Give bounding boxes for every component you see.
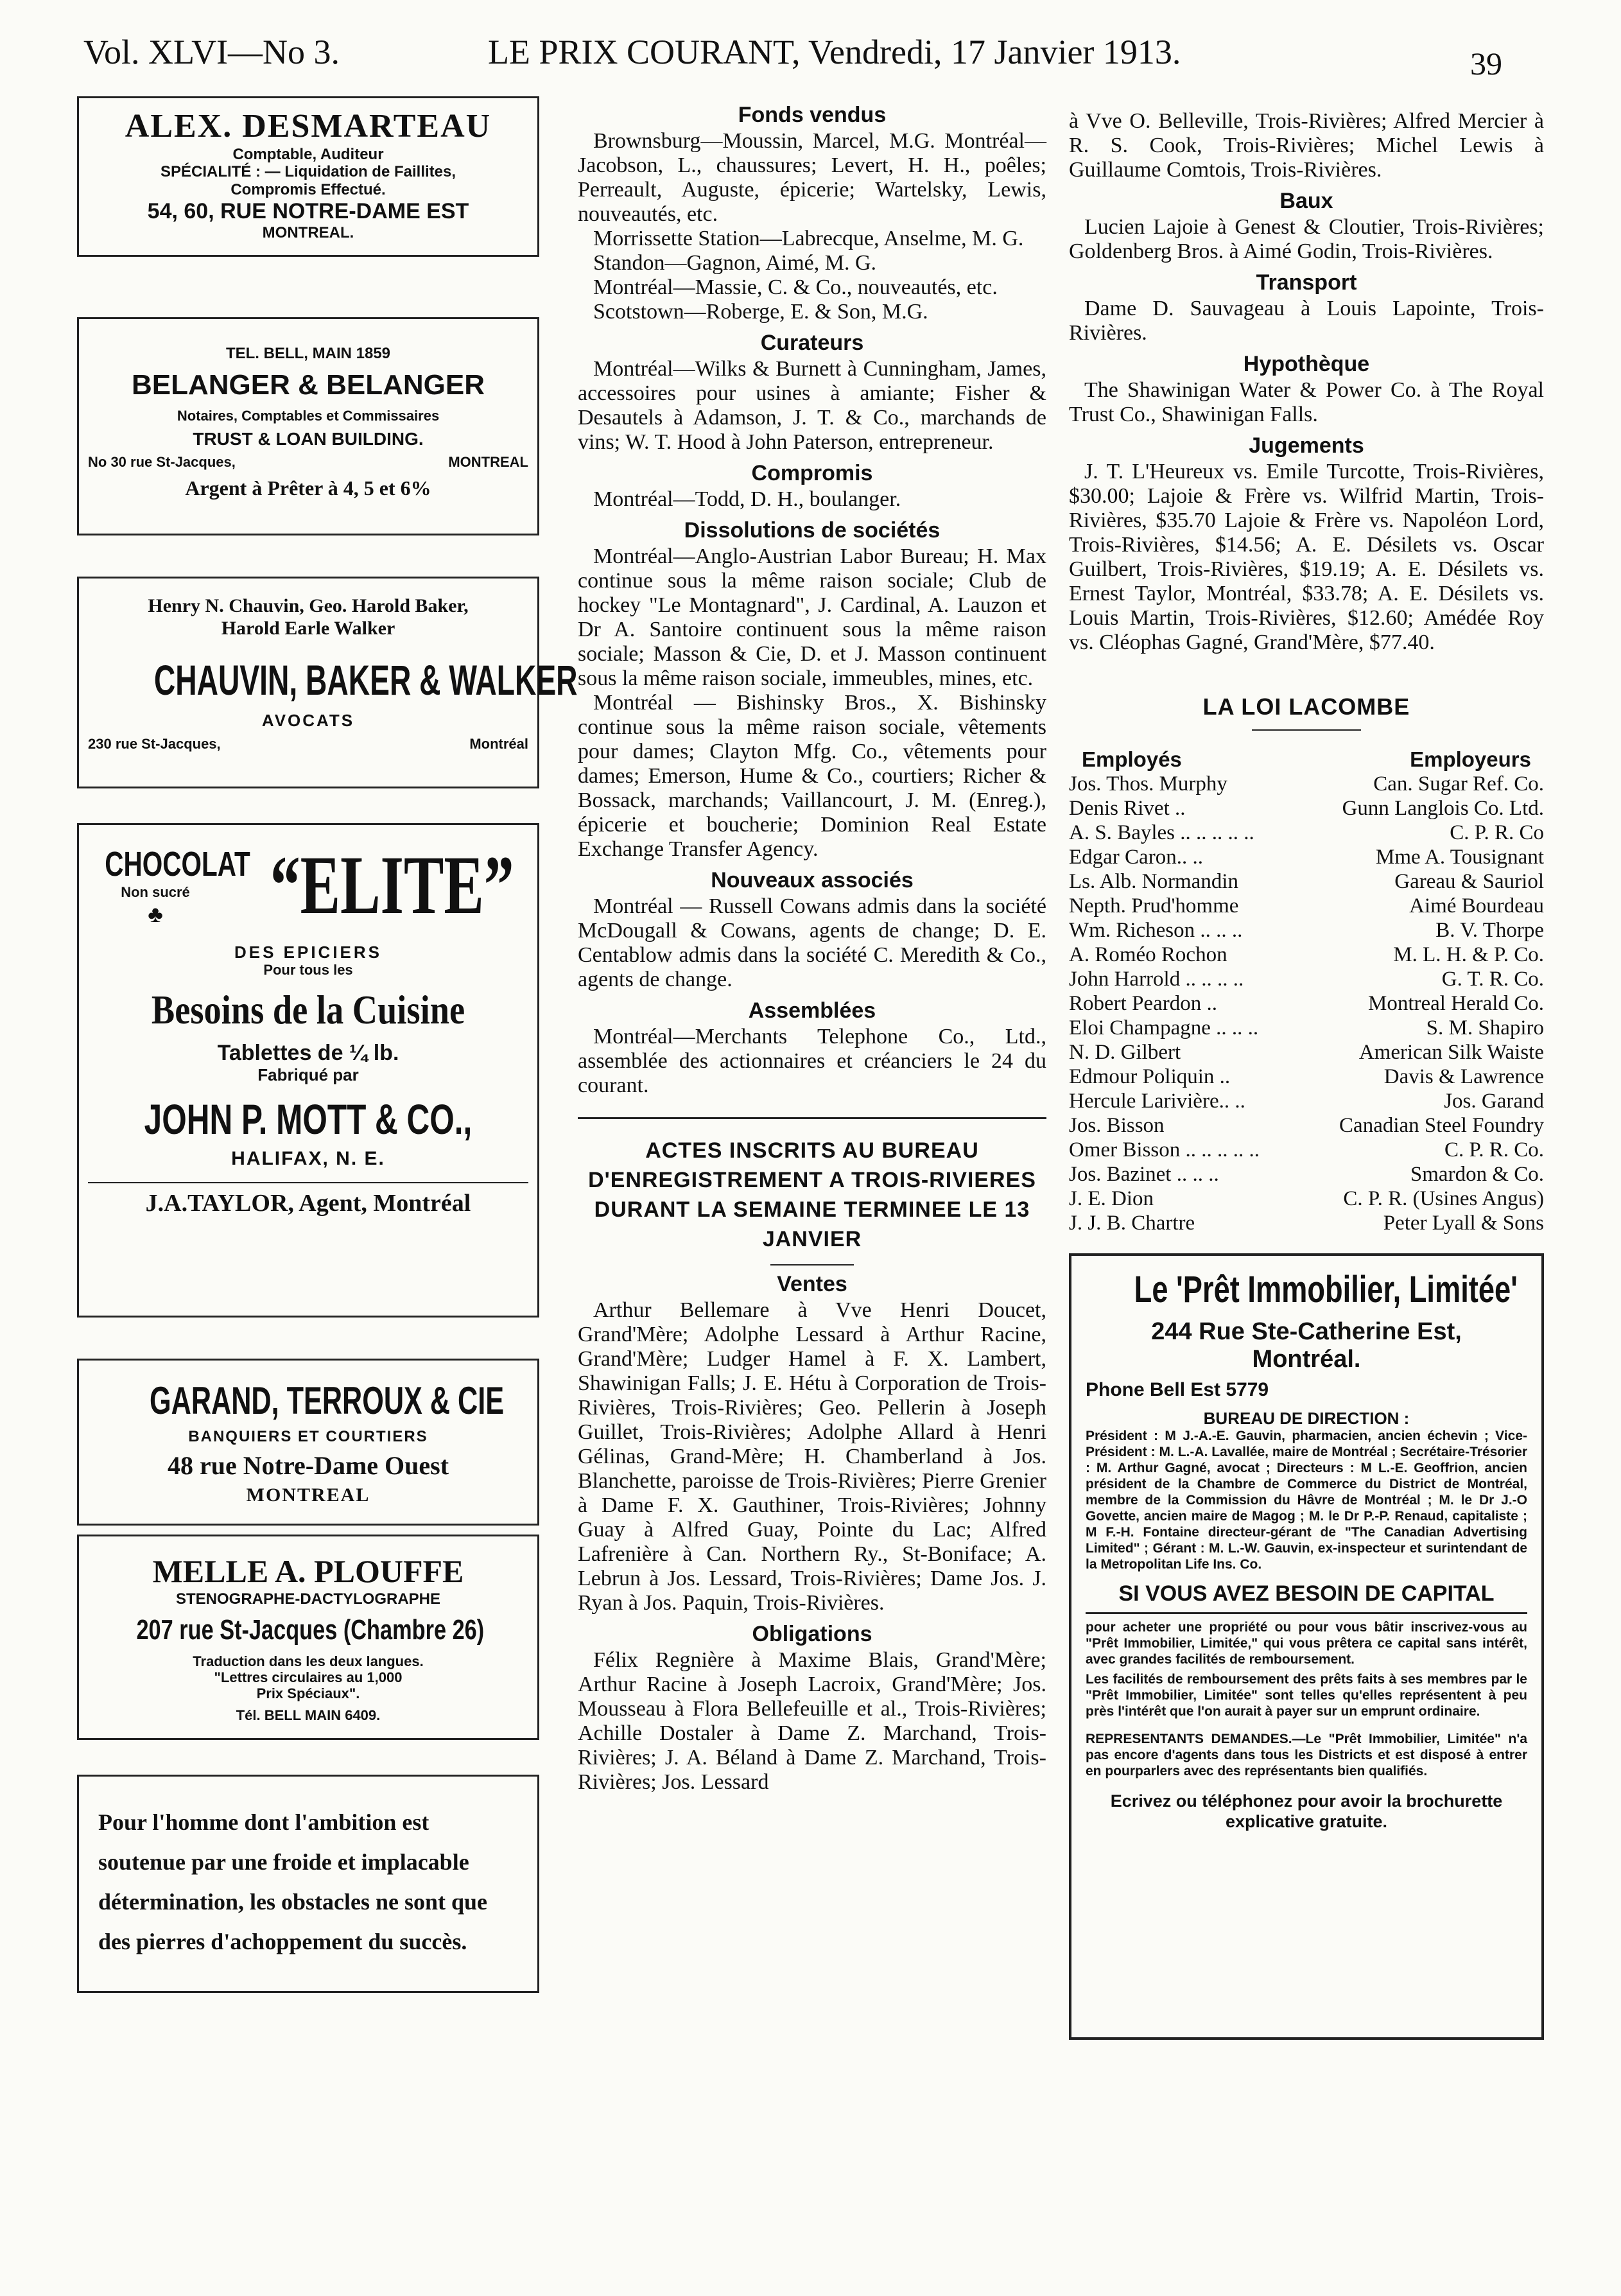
employer-name: Mme A. Tousignant: [1375, 846, 1544, 869]
ad-line: Comptable, Auditeur: [232, 145, 384, 163]
employee-name: A. S. Bayles .. .. .. .. ..: [1069, 821, 1254, 844]
paragraph: pour acheter une propriété ou pour vous bâtir inscrivez-vous au "Prêt Immobilier, Limitée," qui vous prêtera ce capital sans intérêt, avec grandes facilités de remboursement.: [1086, 1619, 1527, 1667]
ad-address: 54, 60, RUE NOTRE-DAME EST: [147, 198, 469, 223]
employee-name: Jos. Bisson: [1069, 1114, 1165, 1137]
news-column-2: [578, 96, 1046, 1795]
employer-name: Smardon & Co.: [1410, 1163, 1544, 1186]
employer-name: C. P. R. (Usines Angus): [1343, 1187, 1544, 1210]
employer-name: C. P. R. Co.: [1444, 1138, 1544, 1161]
section-heading: Dissolutions de sociétés: [684, 518, 941, 543]
employee-name: Omer Bisson .. .. .. .. ..: [1069, 1138, 1260, 1161]
leaf-icon: ♣: [148, 900, 163, 927]
paragraph: Arthur Bellemare à Vve Henri Doucet, Grand'Mère; Adolphe Lessard à Arthur Racine, Grand'Mère; Ludger Hamel à F. X. Lambert, Shawinigan Falls; J. E. Hétu à Corporation de Trois-Rivières, Trois-Rivières; Geo. Pellerin à Joseph Guillet, Trois-Rivières; Adolphe Allard à Henri Gélinas, Grand-Mère; H. Chamberland à Jos. Blanchette, paroisse de Trois-Rivières; Pierre Grenier à Dame F. X. Gauthiner, Trois-Rivières; Johnny Guay à Alfred Guay, Pointe du Lac; Alfred Lafrenière à Can. Northern Ry., St-Boniface; A. Lebrun à Jos. Lessard, Trois-Rivières; Dame Jos. J. Ryan à Jos. Paquin, Trois-Rivières.: [578, 1298, 1046, 1615]
employee-name: A. Roméo Rochon: [1069, 943, 1227, 966]
table-row: [1069, 1162, 1544, 1187]
ad-line: Traduction dans les deux langues.: [193, 1653, 424, 1669]
employee-name: Edgar Caron.. ..: [1069, 846, 1203, 869]
quote-text: Pour l'homme dont l'ambition est soutenue par une froide et implacable détermination, les obstacles ne sont que des pierres d'achoppement du succès.: [98, 1809, 487, 1954]
employer-name: Canadian Steel Foundry: [1339, 1114, 1544, 1137]
section-heading: Hypothèque: [1243, 352, 1370, 376]
ad-line: Tablettes de ¼ lb.: [217, 1041, 399, 1066]
ad-phone: Tél. BELL MAIN 6409.: [236, 1707, 381, 1723]
paragraph: Montréal—Merchants Telephone Co., Ltd., assemblée des actionnaires et créanciers le 24 du courant.: [578, 1025, 1046, 1097]
table-row: [1069, 869, 1544, 894]
section-heading: Transport: [1256, 270, 1357, 295]
table-row: [1069, 943, 1544, 967]
section-heading: Ventes: [777, 1272, 847, 1296]
table-row: [1069, 1211, 1544, 1235]
ad-line: AVOCATS: [261, 710, 355, 730]
ad-maker: JOHN P. MOTT & CO.,: [144, 1095, 472, 1144]
employer-name: Can. Sugar Ref. Co.: [1373, 772, 1544, 796]
paragraph: Montréal—Todd, D. H., boulanger.: [593, 487, 901, 511]
ad-address: 207 rue St-Jacques (Chambre 26): [136, 1614, 485, 1646]
section-heading: Compromis: [751, 461, 873, 485]
table-row: [1069, 821, 1544, 845]
employer-name: Jos. Garand: [1444, 1090, 1544, 1113]
ad-phone: Phone Bell Est 5779: [1086, 1379, 1269, 1401]
paragraph: Les facilités de remboursement des prêts faits à ses membres par le "Prêt Immobilier, Limitée" sont telles qu'elles représentent à peu près l'intérêt que l'on aurait à payer sur un emprunt ordinaire.: [1086, 1671, 1527, 1719]
table-row: [1069, 1040, 1544, 1065]
article-title: LA LOI LACOMBE: [1202, 693, 1410, 720]
employee-name: Robert Peardon ..: [1069, 992, 1217, 1015]
ad-title: “ELITE”: [270, 839, 514, 932]
employee-name: Jos. Thos. Murphy: [1069, 772, 1227, 796]
employee-name: Edmour Poliquin ..: [1069, 1065, 1231, 1088]
employer-name: M. L. H. & P. Co.: [1393, 943, 1544, 966]
table-row: [1069, 918, 1544, 943]
employee-name: Eloi Champagne .. .. ..: [1069, 1016, 1259, 1039]
ad-brand: CHOCOLAT: [105, 845, 250, 884]
ad-city: MONTREAL: [448, 453, 528, 470]
employee-name: J. J. B. Chartre: [1069, 1212, 1195, 1235]
employer-name: B. V. Thorpe: [1435, 919, 1544, 942]
ad-line: Non sucré: [121, 884, 190, 901]
table-row: [1069, 1016, 1544, 1040]
ad-chauvin: [77, 577, 578, 788]
ad-line: BANQUIERS ET COURTIERS: [188, 1428, 428, 1445]
quote-box: [77, 1775, 539, 1993]
table-row: [1069, 796, 1544, 821]
employee-name: Jos. Bazinet .. .. ..: [1069, 1163, 1219, 1186]
ad-line: Harold Earle Walker: [221, 617, 395, 639]
ad-line: "Lettres circulaires au 1,000: [214, 1669, 403, 1685]
employer-name: Gunn Langlois Co. Ltd.: [1342, 797, 1544, 820]
ad-city: MONTREAL.: [262, 223, 354, 241]
paragraph: Scotstown—Roberge, E. & Son, M.G.: [593, 300, 928, 324]
table-row: [1069, 1113, 1544, 1138]
ad-belanger: [77, 317, 539, 535]
ad-pret-immobilier: [1069, 1253, 1544, 2040]
employee-name: Hercule Larivière.. ..: [1069, 1090, 1245, 1113]
table-row: [1069, 772, 1544, 796]
paragraph: Montréal—Wilks & Burnett à Cunningham, James, accessoires pour usines à amiante; Fisher & Desautels à Adamson, J. T. & Co., marchands de vins; W. T. Hood à John Paterson, entrepreneur.: [578, 357, 1046, 454]
ad-title: CHAUVIN, BAKER & WALKER: [153, 656, 578, 704]
ad-title: ALEX. DESMARTEAU: [125, 108, 492, 144]
page-number: 39: [1470, 46, 1502, 82]
table-row: [1069, 1089, 1544, 1113]
publication-title: LE PRIX COURANT, Vendredi, 17 Janvier 1913.: [488, 33, 1181, 71]
table-row: [1069, 1138, 1544, 1162]
employee-name: Ls. Alb. Normandin: [1069, 870, 1238, 893]
ad-city: Montréal: [469, 735, 528, 752]
table-row: [1069, 894, 1544, 918]
ad-title: GARAND, TERROUX & CIE: [150, 1379, 505, 1422]
employee-name: Denis Rivet ..: [1069, 797, 1186, 820]
directors-list: Président : M J.-A.-E. Gauvin, pharmacien, ancien échevin ; Vice-Président : M. L.-A. Lavallée, maire de Montréal ; Secrétaire-Trésorier : M. Arthur Gagné, avocat ; Directeurs : M L.-E. Geoffrion, ancien président de la Chambre de Commerce du District de Montréal, membre de la Commission du Hâvre de Montréal ; M. le Dr J.-O Govette, ancien maire de Magog ; M. le Dr P.-P. Renaud, capitaliste ; M F.-H. Fontaine directeur-gérant de "The Canadian Advertising Limited" ; Gérant : M. L.-W. Gauvin, ex-inspecteur et surintendant de la Metropolitan Life Ins. Co.: [1086, 1429, 1527, 1572]
ad-line: Henry N. Chauvin, Geo. Harold Baker,: [148, 595, 469, 616]
employer-name: Montreal Herald Co.: [1367, 992, 1544, 1015]
ad-line: Compromis Effectué.: [230, 180, 386, 198]
section-heading: Curateurs: [760, 331, 864, 355]
ad-plouffe: [77, 1535, 539, 1740]
paragraph: Ecrivez ou téléphonez pour avoir la brochurette explicative gratuite.: [1110, 1791, 1503, 1831]
ad-address: 244 Rue Ste-Catherine Est,: [1151, 1318, 1462, 1345]
section-heading: Jugements: [1249, 433, 1364, 458]
employer-name: American Silk Waiste: [1358, 1041, 1544, 1064]
paragraph: J. T. L'Heureux vs. Emile Turcotte, Trois-Rivières, $30.00; Lajoie & Frère vs. Wilfrid Martin, Trois-Rivières, $35.70 Lajoie & Frère vs. Napoléon Lord, Trois-Rivières, $14.56; A. E. Désilets vs. Oscar Guilbert, Trois-Rivières, $19.19; A. E. Désilets vs. Ernest Taylor, Montréal, $33.78; A. E. Désilets vs. Louis Martin, Trois-Rivières, $12.60; Amédée Roy vs. Cléophas Gagné, Grand'Mère, $77.40.: [1069, 460, 1544, 654]
paragraph: REPRESENTANTS DEMANDES.—Le "Prêt Immobilier, Limitée" n'a pas encore d'agents dans tous les Districts et est disposé à entrer en pourparlers avec des représentants bien qualifiés.: [1086, 1731, 1527, 1779]
paragraph: Montréal—Anglo-Austrian Labor Bureau; H. Max continue sous la même raison sociale; Club de hockey "Le Montagnard", J. Cardinal, A. Lauzon et Dr A. Santoire continuent sous la même raison sociale; Masson & Cie, D. et J. Masson continuent sous la même raison sociale, immeubles, mines, etc.: [578, 544, 1046, 690]
ad-line: SPÉCIALITÉ : — Liquidation de Faillites,: [160, 163, 456, 181]
paragraph: Morrissette Station—Labrecque, Anselme, M. G.: [593, 227, 1024, 250]
ad-line: TRUST & LOAN BUILDING.: [193, 429, 424, 449]
volume-number: Vol. XLVI—No 3.: [83, 33, 340, 71]
employee-name: Wm. Richeson .. .. ..: [1069, 919, 1243, 942]
table-row: [1069, 845, 1544, 869]
ad-line: Prix Spéciaux".: [256, 1685, 360, 1702]
section-heading: Baux: [1279, 189, 1333, 213]
ad-address: 48 rue Notre-Dame Ouest: [167, 1450, 449, 1480]
ad-address: 230 rue St-Jacques,: [88, 735, 221, 752]
article-title: ACTES INSCRITS AU BUREAU D'ENREGISTREMENT A TROIS-RIVIERES DURANT LA SEMAINE TERMINEE LE 13 JANVIER: [588, 1138, 1036, 1251]
employee-name: J. E. Dion: [1069, 1187, 1154, 1210]
paragraph: Montréal — Bishinsky Bros., X. Bishinsky continue sous la même raison sociale, vêtements pour dames; Clayton Mfg. Co., vêtements pour dames; Emerson, Hume & Co., courtiers; Richer & Bossack, marchands; Vaillancourt, J. M. (Enreg.), épicerie et boucherie; Dominion Real Estate Exchange Transfer Agency.: [578, 691, 1046, 861]
employer-name: Peter Lyall & Sons: [1383, 1212, 1544, 1235]
ad-line: Notaires, Comptables et Commissaires: [177, 408, 440, 424]
ad-garand: [77, 1359, 539, 1526]
news-column-3: [1069, 96, 1544, 2049]
advertisement-column: [77, 96, 578, 2002]
ad-title: Le 'Prêt Immobilier, Limitée': [1134, 1269, 1518, 1310]
ad-slogan: Besoins de la Cuisine: [151, 986, 465, 1032]
ad-line: Pour tous les: [263, 962, 353, 978]
paragraph: Félix Regnière à Maxime Blais, Grand'Mère; Arthur Racine à Joseph Lacroix, Grand'Mère; Jos. Mousseau à Flora Bellefeuille et al., Trois-Rivières; Achille Dostaler à Dame Z. Marchand, Trois-Rivières; J. A. Béland à Dame Z. Marchand, Trois-Rivières; Jos. Lessard: [578, 1648, 1046, 1794]
section-heading: Nouveaux associés: [711, 868, 914, 892]
column-header: Employés: [1082, 747, 1182, 771]
ad-title: BELANGER & BELANGER: [131, 369, 485, 401]
table-row: [1069, 1065, 1544, 1089]
paragraph: Standon—Gagnon, Aimé, M. G.: [593, 251, 877, 275]
employer-name: G. T. R. Co.: [1441, 968, 1544, 991]
employer-name: Aimé Bourdeau: [1409, 894, 1544, 918]
ad-agent: J.A.TAYLOR, Agent, Montréal: [88, 1182, 528, 1218]
section-heading: Fonds vendus: [738, 103, 887, 127]
table-row: [1069, 1187, 1544, 1211]
ad-line: STENOGRAPHE-DACTYLOGRAPHE: [175, 1590, 441, 1608]
employer-name: C. P. R. Co: [1450, 821, 1544, 844]
ad-city: MONTREAL: [246, 1484, 370, 1506]
ad-line: Argent à Prêter à 4, 5 et 6%: [185, 476, 431, 500]
ad-address: No 30 rue St-Jacques,: [88, 453, 236, 470]
paragraph: Dame D. Sauvageau à Louis Lapointe, Trois-Rivières.: [1069, 297, 1544, 345]
employer-name: Davis & Lawrence: [1383, 1065, 1544, 1088]
ad-chocolat-elite: [77, 823, 539, 1318]
ad-phone: TEL. BELL, MAIN 1859: [225, 345, 391, 362]
page-header: [83, 26, 1534, 83]
ad-city: Montréal.: [1252, 1346, 1361, 1373]
employer-name: Gareau & Sauriol: [1394, 870, 1544, 893]
employer-name: S. M. Shapiro: [1426, 1016, 1544, 1039]
employee-name: N. D. Gilbert: [1069, 1041, 1181, 1064]
table-row: [1069, 967, 1544, 991]
ad-headline: SI VOUS AVEZ BESOIN DE CAPITAL: [1086, 1581, 1527, 1613]
paragraph: Montréal—Massie, C. & Co., nouveautés, etc.: [593, 275, 998, 299]
table-row: [1069, 991, 1544, 1016]
employee-name: Nepth. Prud'homme: [1069, 894, 1239, 918]
column-header: Employeurs: [1410, 747, 1531, 771]
ad-desmarteau: [77, 96, 539, 257]
paragraph: Lucien Lajoie à Genest & Cloutier, Trois-Rivières; Goldenberg Bros. à Aimé Godin, Trois-Rivières.: [1069, 215, 1544, 263]
ad-title: MELLE A. PLOUFFE: [152, 1553, 464, 1589]
paragraph: Brownsburg—Moussin, Marcel, M.G. Montréal—Jacobson, L., chaussures; Levert, H. H., poêles; Perreault, Auguste, épicerie; Wartelsky, Lewis, nouveautés, etc.: [578, 129, 1046, 226]
ad-line: Fabriqué par: [257, 1065, 359, 1085]
ad-line: DES EPICIERS: [234, 942, 383, 962]
ad-line: BUREAU DE DIRECTION :: [1203, 1408, 1410, 1428]
paragraph: à Vve O. Belleville, Trois-Rivières; Alfred Mercier à R. S. Cook, Trois-Rivières; Michel Lewis à Guillaume Comtois, Trois-Rivières.: [1069, 109, 1544, 182]
paragraph: Montréal — Russell Cowans admis dans la société McDougall & Cowans, agents de change; D. E. Centablow admis dans la société C. Meredith & Co., agents de change.: [578, 894, 1046, 991]
lacombe-table: [1069, 747, 1544, 1235]
employee-name: John Harrold .. .. .. ..: [1069, 968, 1244, 991]
paragraph: The Shawinigan Water & Power Co. à The Royal Trust Co., Shawinigan Falls.: [1069, 378, 1544, 426]
section-heading: Assemblées: [748, 998, 876, 1023]
ad-city: HALIFAX, N. E.: [231, 1148, 385, 1170]
section-heading: Obligations: [752, 1622, 872, 1646]
